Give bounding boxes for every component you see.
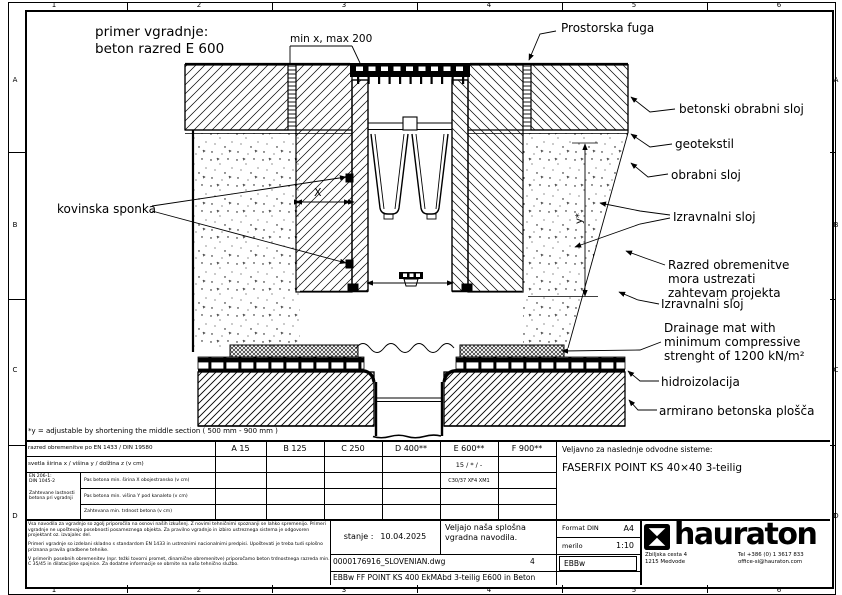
bedding-brick-row (198, 357, 625, 369)
titleblock-line (330, 554, 640, 555)
scale-cell (556, 537, 640, 554)
outlet-pipe-shaft (373, 372, 442, 438)
status-label: stanje : (343, 532, 374, 541)
table-sub-row: Zahtevana min. trdnost betona (v cm) (84, 509, 173, 515)
ruler-col: 2 (196, 586, 202, 594)
label-izravnalni-sloj: Izravnalni sloj (673, 210, 756, 224)
ruler-col: 3 (341, 586, 347, 594)
label-izravnalni-sloj-2: Izravnalni sloj (661, 297, 744, 311)
ruler-tick (272, 2, 273, 10)
code-cell: EBBw (559, 556, 637, 571)
format-value: A4 (623, 523, 634, 533)
class-a15: A 15 (231, 444, 250, 453)
disclaimer-paragraph: Vsa navodila za vgradnjo so zgolj priporočila na osnovi naših izkušenj. Z novimi tehničnimi spoznanji se lahko spremenijo. Primeri vgradnje ne upoštevajo posebnosti posameznega objekta. Za pravilno vgradnjo in izbiro ustreznega sistema je odgovoren projektant oz. izvajalec del. (28, 522, 327, 539)
ruler-row: A (833, 76, 839, 84)
ruler-col: 4 (486, 1, 492, 9)
ruler-row: D (12, 512, 18, 520)
ruler-tick (8, 299, 25, 300)
label-betonski-obrabni-sloj: betonski obrabni sloj (679, 102, 804, 116)
metal-clamp (346, 174, 353, 182)
table-line (556, 440, 557, 585)
ruler-tick (830, 299, 836, 300)
en-line: DIN 1045-2 (29, 479, 56, 485)
table-sub-row: Pas betona min. širina X obojestransko (v cm) (84, 477, 190, 483)
class-f900: F 900** (511, 444, 543, 453)
ruler-row: B (833, 221, 839, 229)
titleblock-line (440, 519, 441, 554)
table-en-cell (26, 473, 82, 519)
brand-name: hauraton (674, 517, 817, 552)
note-line1: Veljajo naša splošna (445, 523, 526, 532)
installation-cross-section (25, 10, 830, 441)
ruler-col: 6 (776, 1, 782, 9)
ruler-row: A (12, 76, 18, 84)
ruler-tick (562, 585, 563, 593)
disclaimer-text (25, 520, 334, 587)
email: office-si@hauraton.com (738, 559, 803, 566)
label-obrabni-sloj: obrabni sloj (671, 168, 741, 182)
dim-top-label: min x, max 200 (290, 33, 373, 45)
label-razred-1: Razred obremenitve (668, 258, 790, 272)
class-e600: E 600** (453, 444, 485, 453)
scale-label: merilo (562, 541, 583, 550)
label-geotekstil: geotekstil (675, 137, 735, 151)
class-c250: C 250 (341, 444, 365, 453)
address (645, 552, 687, 566)
ruler-col: 5 (631, 586, 637, 594)
logo-block (640, 519, 830, 585)
address-line1: Zbiljska cesta 4 (645, 552, 688, 558)
en-line: betona pri vgradnji (29, 495, 73, 501)
contact (738, 552, 804, 566)
disclaimer-paragraph: Primeri vgradnje so izdelani skladno s standardom EN 1433 in ustreznimi nacionalnimi predpisi. Upoštevati je treba tudi splošno priznana pravila gradbene tehnike. (28, 542, 323, 553)
ruler-tick (830, 152, 836, 153)
status-date: 10.04.2025 (380, 532, 427, 541)
status-cell (330, 519, 440, 554)
table-row2-label: svetla širina x / višina y / dolžina z (v cm) (28, 461, 144, 468)
scale-value: 1:10 (616, 541, 634, 550)
label-drainage-2: minimum compressive (664, 335, 801, 349)
format-label: Format DIN (562, 524, 599, 532)
label-razred-2: mora ustrezati (668, 272, 756, 286)
ruler-row: D (833, 512, 839, 520)
class-d400: D 400** (395, 444, 427, 453)
ruler-col: 3 (341, 1, 347, 9)
format-cell (556, 519, 640, 537)
label-drainage-1: Drainage mat with (664, 321, 776, 335)
drawing-title-line1: primer vgradnje: (95, 24, 209, 40)
e600-dimensions: 15 / * / - (455, 460, 483, 469)
dim-x-label: X (314, 186, 322, 199)
system-panel-heading: Veljavno za naslednje odvodne sisteme: (562, 445, 713, 454)
ruler-tick (8, 445, 25, 446)
label-kovinska-sponka: kovinska sponka (57, 202, 156, 216)
drawing-title-line2: beton razred E 600 (95, 41, 225, 57)
e600-concrete-class: C30/37 XF4 XM1 (448, 477, 490, 484)
ruler-row: C (833, 366, 839, 374)
system-name: FASERFIX POINT KS 40×40 3-teilig (562, 462, 743, 474)
bottom-outlet (399, 272, 423, 286)
table-row1-label: razred obremenitve po EN 1433 / DIN 19580 (28, 445, 153, 452)
ruler-col: 4 (486, 586, 492, 594)
metal-clamp (346, 260, 353, 268)
ruler-tick (417, 2, 418, 10)
ruler-col: 2 (196, 1, 202, 9)
dim-y-label: y* (574, 213, 585, 224)
ruler-tick (707, 585, 708, 593)
ruler-tick (562, 2, 563, 10)
label-razred-3: zahtevam projekta (668, 286, 781, 300)
levelling-layer (193, 133, 628, 348)
ruler-row: C (12, 366, 18, 374)
label-hidroizolacija: hidroizolacija (661, 375, 740, 389)
ruler-tick (8, 152, 25, 153)
phone: Tel +386 (0) 1 3617 833 (738, 552, 804, 558)
class-b125: B 125 (283, 444, 307, 453)
table-sub-row: Pas betona min. višina Y pod kanaleto (v cm) (84, 493, 188, 499)
footnote: *y = adjustable by shortening the middle section ( 500 mm - 900 mm ) (28, 427, 278, 435)
ruler-col: 6 (776, 586, 782, 594)
channel-body (346, 80, 472, 353)
sediment-baskets (371, 134, 448, 219)
label-drainage-3: strenght of 1200 kN/m² (664, 349, 805, 363)
ruler-col: 1 (51, 586, 57, 594)
document-title: EBBw FF POINT KS 400 EkMAbd 3-teilig E600 in Beton (333, 573, 536, 582)
ruler-tick (417, 585, 418, 593)
address-line2: 1215 Medvode (645, 559, 686, 566)
ruler-tick (707, 2, 708, 10)
titleblock-line (330, 571, 640, 572)
ruler-tick (830, 445, 836, 446)
ruler-col: 5 (631, 1, 637, 9)
ruler-row: B (12, 221, 18, 229)
disclaimer-paragraph: V primerih posebnih obremenitev (npr. težki tovorni promet, dinamične obremenitve) priporočamo beton trdnostnega razreda min. C 35/45 in dilatacijske spojnice. Za dodatne informacije se obrnite na našo tehnično službo. (28, 556, 330, 568)
note-line2: vgradna navodila. (445, 533, 518, 543)
label-prostorska-fuga: Prostorska fuga (561, 21, 655, 35)
note-cell (445, 523, 553, 544)
grating (350, 63, 470, 84)
ruler-tick (127, 2, 128, 10)
en-line: Zahtevane lastnosti (29, 490, 75, 496)
file-name: 0000176916_SLOVENIAN.dwg (333, 557, 446, 566)
ruler-col: 1 (51, 1, 57, 9)
sheet-number: 4 (530, 557, 535, 566)
en-line: EN 206-1: (29, 474, 52, 479)
hauraton-logo-icon (644, 524, 670, 554)
label-armirano-betonska-plosca: armirano betonska plošča (659, 404, 815, 418)
